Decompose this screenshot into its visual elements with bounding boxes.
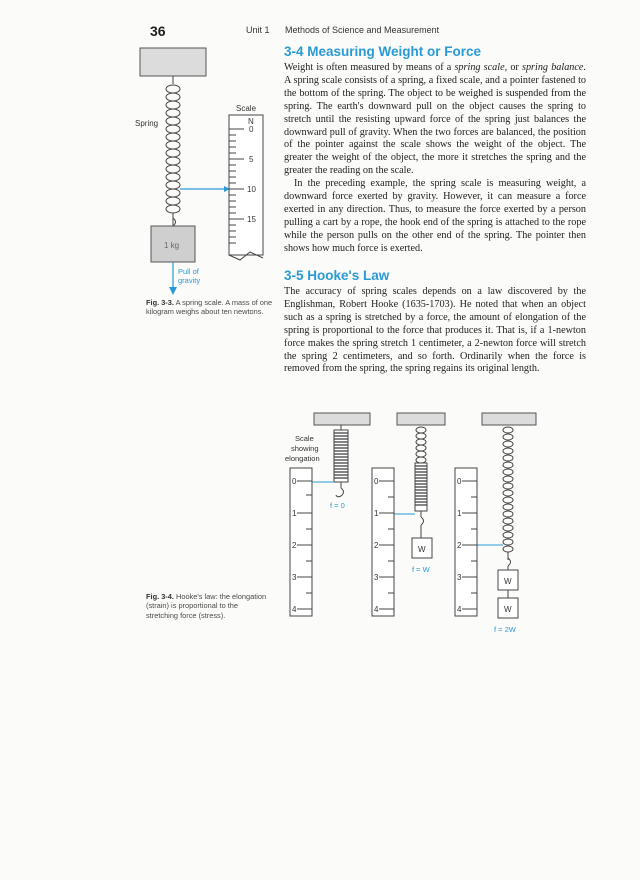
pull-label-2: gravity — [178, 276, 201, 285]
tick-label: 3 — [457, 573, 462, 582]
tick-label: 1 — [457, 509, 462, 518]
weight-label: W — [504, 605, 512, 614]
tick-label: 0 — [249, 125, 254, 134]
figure-caption-3-4: Fig. 3-4. Hooke's law: the elongation (strain) is proportional to the stretching force (stress). — [146, 592, 267, 620]
tick-label: 10 — [247, 185, 256, 194]
tick-label: 2 — [374, 541, 379, 550]
ceiling-block — [397, 413, 445, 425]
spring-label: Spring — [135, 119, 159, 128]
weight-label: W — [418, 545, 426, 554]
spring-compressed — [334, 430, 348, 482]
page-number: 36 — [150, 23, 166, 39]
tick-label: 4 — [292, 605, 297, 614]
tick-label: 0 — [374, 477, 379, 486]
force-label: f = 2W — [494, 625, 516, 634]
scale-label-line-1: Scale — [295, 434, 314, 443]
tick-label: 4 — [374, 605, 379, 614]
unit-label: N — [248, 117, 254, 126]
paragraph: Weight is often measured by means of a spring scale, or spring balance. A spring scale consists of a spring, a fixed scale, and a pointer fastened to the bottom of the spring. The object to be weighed is suspended from the spring. The earth's downward pull on the object causes the spring to stretch until the resisting upward force of the spring just balances the downward pull of gravity. When the two forces are balanced, the position of the pointer against the scale shows the weight of the object. The greater the weight of the object, the more it stretches the spring and the greater the reading on the scale. — [284, 62, 586, 177]
scale-label-line-2: showing — [291, 444, 319, 453]
tick-label: 2 — [457, 541, 462, 550]
spring — [503, 427, 513, 552]
tick-label: 1 — [292, 509, 297, 518]
scale-label-line-3: elongation — [285, 454, 320, 463]
pull-label-1: Pull of — [178, 267, 199, 276]
weight-label: W — [504, 577, 512, 586]
tick-label: 15 — [247, 215, 256, 224]
paragraph: In the preceding example, the spring scale is measuring weight, a downward force exerted by gravity. However, it can measure a force exerted in any direction. Thus, to measure the force exerted by a person pulling a cart by a rope, the hook end of the spring is attached to the rope while the person pulls on the other end of the spring. The pointer then shows how much force is exerted. — [284, 178, 586, 254]
mass-label: 1 kg — [164, 241, 180, 250]
tick-label: 0 — [457, 477, 462, 486]
tick-label: 2 — [292, 541, 297, 550]
tick-label: 5 — [249, 155, 254, 164]
force-label: f = W — [412, 565, 430, 574]
spring — [416, 427, 426, 463]
tick-label: 3 — [374, 573, 379, 582]
ceiling-block — [482, 413, 536, 425]
tick-label: 4 — [457, 605, 462, 614]
unit-label: Unit 1 — [246, 25, 270, 35]
section-heading-3-4: 3-4 Measuring Weight or Force — [284, 44, 482, 59]
figure-caption-3-3: Fig. 3-3. A spring scale. A mass of one kilogram weighs about ten newtons. — [146, 298, 273, 317]
section-heading-3-5: 3-5 Hooke's Law — [284, 268, 390, 283]
tick-label: 1 — [374, 509, 379, 518]
force-label: f = 0 — [330, 501, 345, 510]
tick-label: 3 — [292, 573, 297, 582]
tick-label: 0 — [292, 477, 297, 486]
ceiling-block — [314, 413, 370, 425]
paragraph: The accuracy of spring scales depends on a law discovered by the Englishman, Robert Hooke (1635-1703). He noted that when an object such as a spring is stretched by a force, the amount of elongation of the spring is proportional to the force that produces it. That is, if a 1-newton force makes the spring stretch 1 centimeter, a 2-newton force will stretch the spring 2 centimeters, and so forth. Ordinarily when the force is removed from the spring, the spring regains its original length. — [284, 286, 586, 375]
running-title: Methods of Science and Measurement — [285, 25, 440, 35]
scale-label: Scale — [236, 104, 257, 113]
